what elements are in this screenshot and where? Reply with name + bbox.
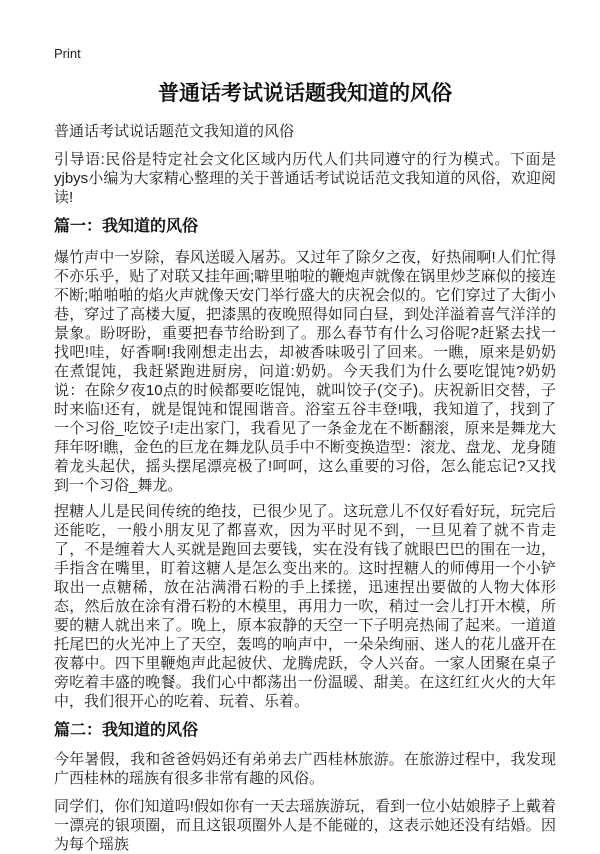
section-1-paragraph-1: 爆竹声中一岁除，春风送暖入屠苏。又过年了除夕之夜，好热闹啊!人们忙得不亦乐乎，贴了对联又挂年画;噼里啪啦的鞭炮声就像在锅里炒芝麻似的接连不断;啪啪啪的焰火声就像天安门举行盛大的庆祝会似的。它们穿过了大街小巷，穿过了高楼大厦，把漆黑的夜晚照得如同白昼，到处洋溢着喜气洋洋的景象。盼呀盼，重要把春节给盼到了。那么春节有什么习俗呢?赶紧去找一找吧!哇，好香啊!我刚想走出去，却被香味吸引了回来。一瞧，原来是奶奶在煮馄饨，我赶紧跑进厨房，问道:奶奶。今天我们为什么要吃馄饨?奶奶说：在除夕夜10点的时候都要吃馄饨，就叫饺子(交子)。庆祝新旧交替，子时来临!还有，就是馄饨和馄囤谐音。浴室五谷丰登!哦，我知道了，找到了一个习俗_吃饺子!走出家门，我看见了一条金龙在不断翻滚，原来是舞龙大拜年呀!瞧，金色的巨龙在舞龙队员手中不断变换造型：滚龙、盘龙、龙身随着龙头起伏，摇头摆尾漂亮极了!呵呵，这么重要的习俗，怎么能忘记?又找到一个习俗_舞龙。: [54, 249, 556, 494]
section-1-paragraph-2: 捏糖人儿是民间传统的绝技，已很少见了。这玩意儿不仅好看好玩，玩完后还能吃，一般小朋友见了都喜欢，因为平时见不到，一旦见着了就不肯走了，不是缠着大人买就是跑回去要钱，实在没有钱了就眼巴巴的围在一边，手指含在嘴里，盯着这糖人是怎么变出来的。这时捏糖人的师傅用一个小铲取出一点糖稀，放在沾满滑石粉的手上揉搓，迅速捏出要做的人物大体形态，然后放在涂有滑石粉的木模里，再用力一吹，稍过一会儿打开木模，所要的糖人就出来了。晚上，原本寂静的天空一下子明亮热闹了起来。一道道托尾巴的火光冲上了天空，轰鸣的响声中，一朵朵绚丽、迷人的花儿盛开在夜幕中。四下里鞭炮声此起彼伏、龙腾虎跃，令人兴奋。一家人团聚在桌子旁吃着丰盛的晚餐。我们心中都荡出一份温暖、甜美。在这红红火火的大年中，我们很开心的吃着、玩着、乐着。: [54, 503, 556, 710]
section-1-heading: 篇一：我知道的风俗: [54, 218, 199, 235]
section-2-heading: 篇二：我知道的风俗: [54, 722, 199, 739]
intro-paragraph: 引导语:民俗是特定社会文化区域内历代人们共同遵守的行为模式。下面是yjbys小编为大家精心整理的关于普通话考试说话范文我知道的风俗，欢迎阅读!: [54, 151, 556, 206]
section-2-paragraph-2: 同学们，你们知道吗!假如你有一天去瑶族游玩，看到一位小姑娘脖子上戴着一漂亮的银项圈，而且这银项圈外人是不能碰的，这表示她还没有结婚。因为每个瑶族: [54, 798, 556, 853]
print-link[interactable]: Print: [54, 46, 81, 61]
subtitle: 普通话考试说话题范文我知道的风俗: [54, 123, 295, 140]
page-title: 普通话考试说话题我知道的风俗: [158, 82, 452, 105]
section-2-paragraph-1: 今年暑假，我和爸爸妈妈还有弟弟去广西桂林旅游。在旅游过程中，我发现广西桂林的瑶族有很多非常有趣的风俗。: [54, 751, 556, 787]
